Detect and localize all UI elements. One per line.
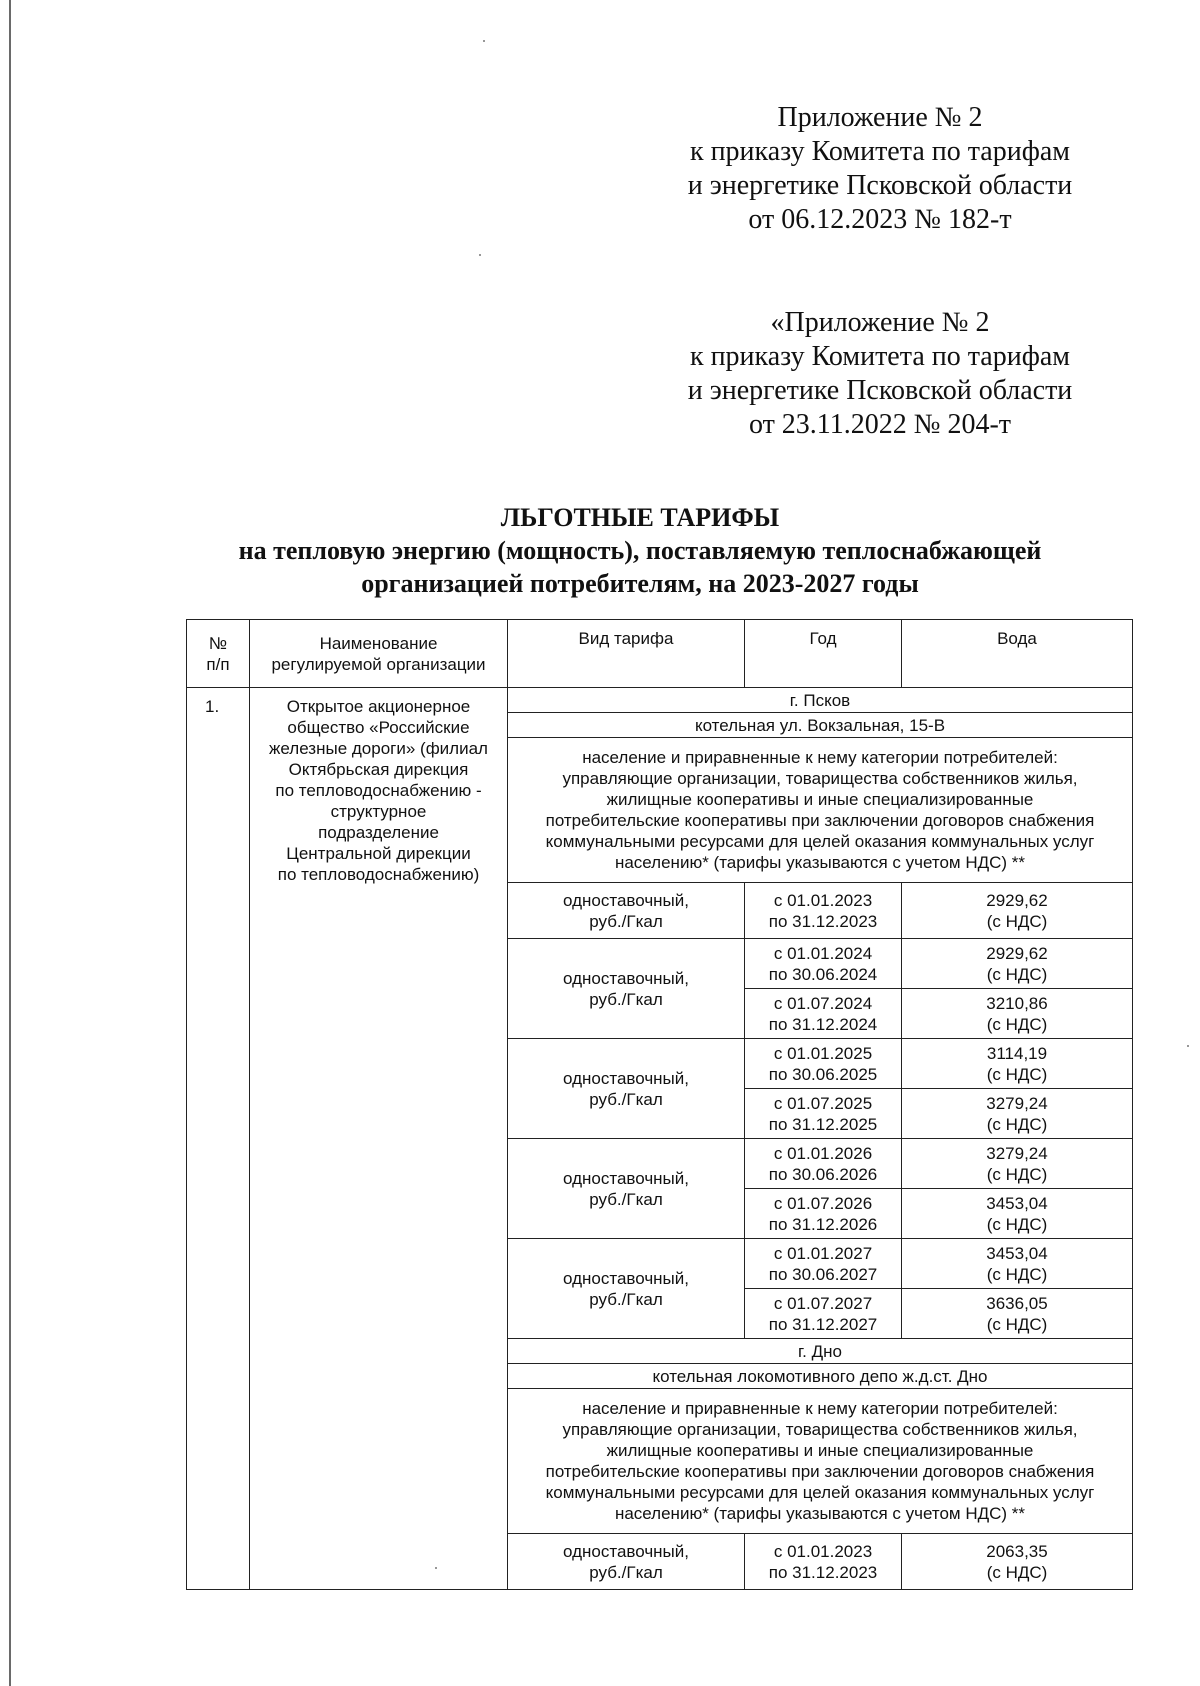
title-line: на тепловую энергию (мощность), поставляемую теплоснабжающей (238, 536, 1042, 565)
table-row (187, 688, 1133, 713)
city-dno: г. Дно (508, 1339, 1133, 1364)
scan-speck (1187, 1045, 1189, 1047)
tariff-type: одноставочный, руб./Гкал (508, 939, 745, 1039)
city-pskov: г. Псков (508, 688, 1133, 713)
consumer-category: население и приравненные к нему категории потребителей: управляющие организации, товарищества собственников жилья, жилищные кооперативы и иные специализированные потребительские кооперативы при заключении договоров снабжения коммунальными ресурсами для целей оказания коммунальных услуг населению* (тарифы указываются с учетом НДС) ** (508, 1389, 1133, 1534)
scan-speck (483, 40, 485, 42)
tariff-value: 3279,24 (с НДС) (902, 1139, 1133, 1189)
period: с 01.07.2024 по 31.12.2024 (745, 989, 902, 1039)
period: с 01.07.2026 по 31.12.2026 (745, 1189, 902, 1239)
period: с 01.01.2023 по 31.12.2023 (745, 883, 902, 939)
appendix-header-previous (640, 306, 1120, 442)
period: с 01.01.2024 по 30.06.2024 (745, 939, 902, 989)
header-tariff-type: Вид тарифа (508, 620, 745, 688)
period: с 01.01.2027 по 30.06.2027 (745, 1239, 902, 1289)
tariff-value: 3453,04 (с НДС) (902, 1239, 1133, 1289)
period: с 01.01.2026 по 30.06.2026 (745, 1139, 902, 1189)
period: с 01.01.2023 по 31.12.2023 (745, 1534, 902, 1590)
period: с 01.01.2025 по 30.06.2025 (745, 1039, 902, 1089)
header-line: и энергетике Псковской области (687, 170, 1073, 201)
header-water: Вода (902, 620, 1133, 688)
boiler-dno-depot: котельная локомотивного депо ж.д.ст. Дно (508, 1364, 1133, 1389)
tariff-type: одноставочный, руб./Гкал (508, 1139, 745, 1239)
consumer-category: население и приравненные к нему категории потребителей: управляющие организации, товарищества собственников жилья, жилищные кооперативы и иные специализированные потребительские кооперативы при заключении договоров снабжения коммунальными ресурсами для целей оказания коммунальных услуг населению* (тарифы указываются с учетом НДС) ** (508, 738, 1133, 883)
header-line: от 06.12.2023 № 182-т (748, 204, 1012, 235)
tariff-type: одноставочный, руб./Гкал (508, 1534, 745, 1590)
scan-speck (479, 254, 481, 256)
header-year: Год (745, 620, 902, 688)
tariff-type: одноставочный, руб./Гкал (508, 1039, 745, 1139)
row-number: 1. (187, 688, 250, 1590)
tariff-value: 3453,04 (с НДС) (902, 1189, 1133, 1239)
tariff-table (186, 619, 1133, 1590)
tariff-value: 2929,62 (с НДС) (902, 883, 1133, 939)
header-line: и энергетике Псковской области (687, 375, 1073, 406)
organization-name: Открытое акционерное общество «Российские железные дороги» (филиал Октябрьская дирекция по тепловодоснабжению - структурное подразделение Центральной дирекции по тепловодоснабжению) (250, 688, 508, 1590)
header-line: к приказу Комитета по тарифам (689, 341, 1071, 372)
header-line: Приложение № 2 (777, 102, 983, 133)
header-line: от 23.11.2022 № 204-т (748, 409, 1012, 440)
tariff-type: одноставочный, руб./Гкал (508, 883, 745, 939)
tariff-value: 2929,62 (с НДС) (902, 939, 1133, 989)
period: с 01.07.2025 по 31.12.2025 (745, 1089, 902, 1139)
table-header-row (187, 620, 1133, 688)
tariff-value: 2063,35 (с НДС) (902, 1534, 1133, 1590)
title-line: ЛЬГОТНЫЕ ТАРИФЫ (500, 503, 780, 532)
period: с 01.07.2027 по 31.12.2027 (745, 1289, 902, 1339)
tariff-value: 3279,24 (с НДС) (902, 1089, 1133, 1139)
tariff-value: 3210,86 (с НДС) (902, 989, 1133, 1039)
appendix-header-current (640, 101, 1120, 237)
tariff-type: одноставочный, руб./Гкал (508, 1239, 745, 1339)
tariff-value: 3114,19 (с НДС) (902, 1039, 1133, 1089)
header-organization: Наименование регулируемой организации (250, 620, 508, 688)
header-num: № п/п (187, 620, 250, 688)
boiler-vokzalnaya: котельная ул. Вокзальная, 15-В (508, 713, 1133, 738)
title-line: организацией потребителям, на 2023-2027 годы (361, 569, 919, 598)
header-line: к приказу Комитета по тарифам (689, 136, 1071, 167)
scan-edge-line (9, 0, 11, 1686)
document-title (160, 501, 1120, 600)
tariff-value: 3636,05 (с НДС) (902, 1289, 1133, 1339)
header-line: «Приложение № 2 (770, 307, 990, 338)
